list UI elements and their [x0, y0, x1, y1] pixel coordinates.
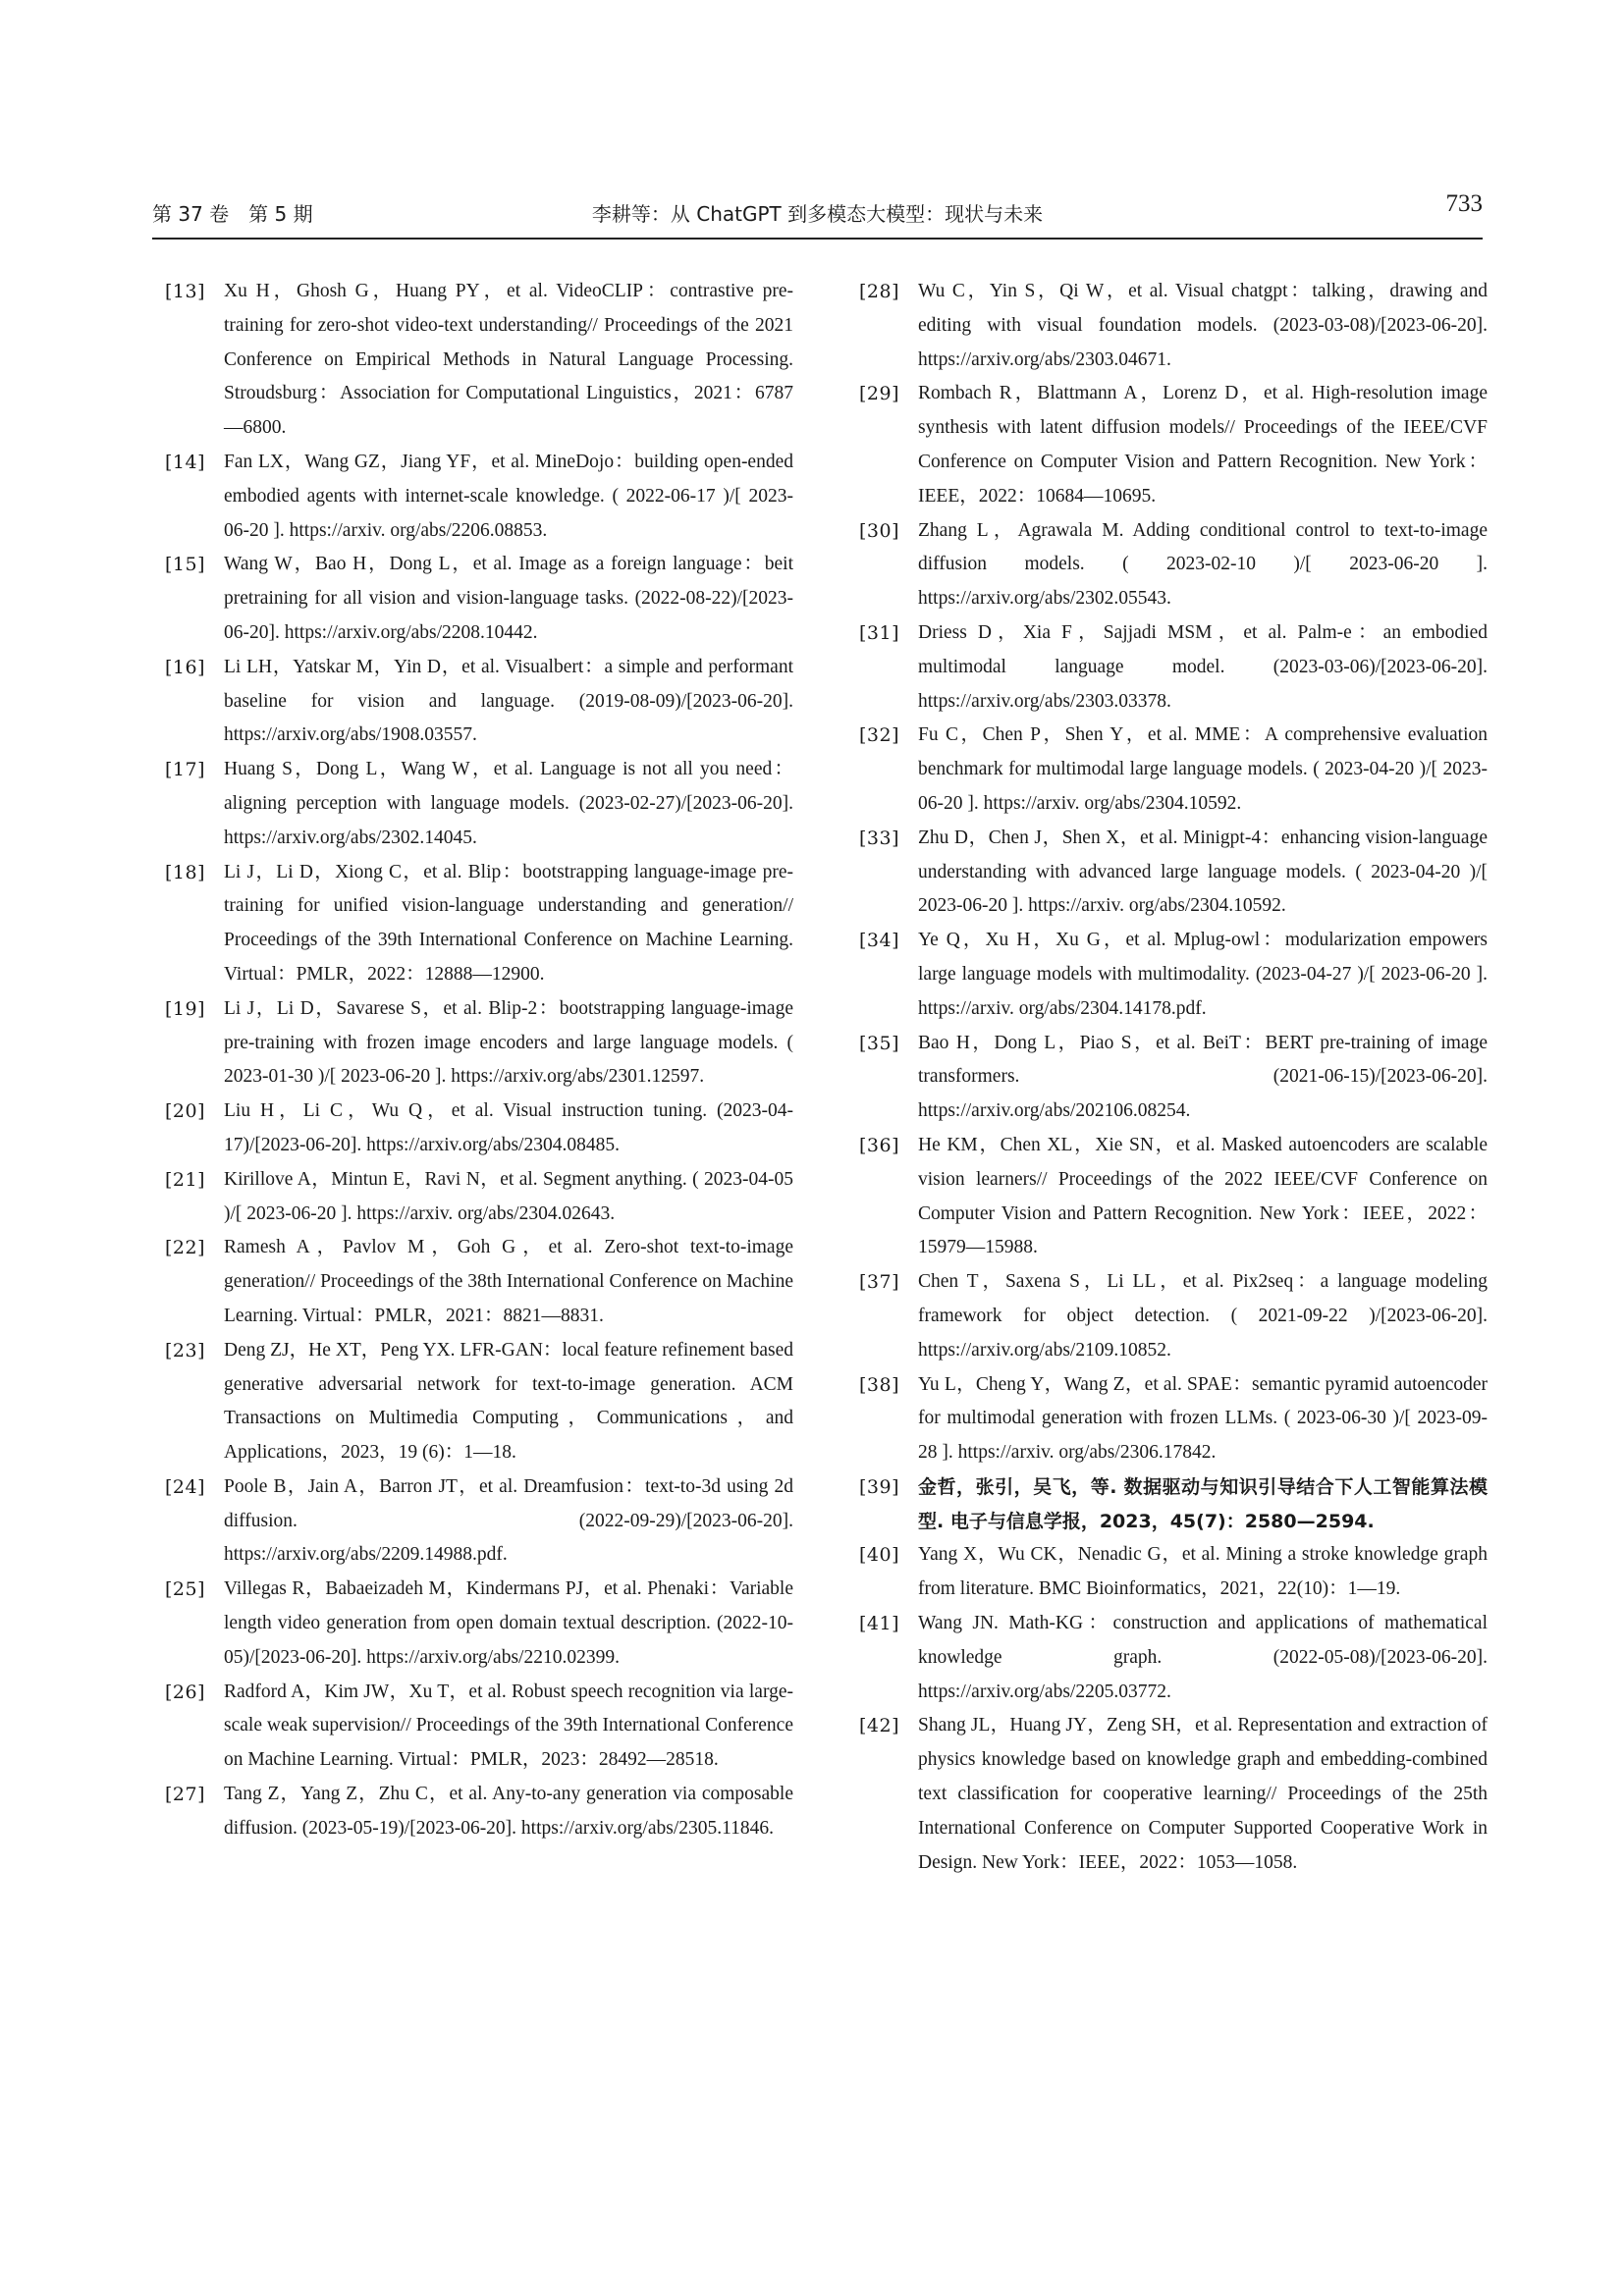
reference-entry — [165, 1778, 793, 1846]
reference-entry — [859, 1470, 1488, 1539]
reference-number: [33] — [859, 827, 900, 849]
running-header — [152, 192, 1483, 240]
reference-text: Deng ZJ，He XT，Peng YX. LFR-GAN：local feature refinement based generative adversarial network for text-to-image generation. ACM Transactions on Multimedia Computing，Communications，and Applications，2023，19 (6)：1—18. — [224, 1339, 793, 1464]
references-right-column — [859, 275, 1488, 1880]
reference-entry — [859, 822, 1488, 924]
reference-text: Zhu D，Chen J，Shen X，et al. Minigpt-4：enhancing vision-language understanding with advanced large language models. ( 2023-04-20 )/[ 2023-06-20 ]. https://arxiv. org/abs/2304.10592. — [918, 827, 1488, 917]
reference-text: Wu C，Yin S，Qi W，et al. Visual chatgpt：talking，drawing and editing with visual foundation models. (2023-03-08)/[2023-06-20]. https://arxiv.org/abs/2303.04671. — [918, 281, 1488, 370]
reference-number: [36] — [859, 1134, 900, 1156]
reference-number: [28] — [859, 281, 900, 302]
reference-entry — [165, 1573, 793, 1675]
reference-entry — [859, 1368, 1488, 1470]
reference-entry — [165, 548, 793, 650]
reference-number: [16] — [165, 656, 206, 678]
reference-text: Tang Z，Yang Z，Zhu C，et al. Any-to-any generation via composable diffusion. (2023-05-19)/[2023-06-20]. https://arxiv.org/abs/2305.11846. — [224, 1784, 793, 1839]
reference-entry — [859, 1265, 1488, 1367]
reference-text: Zhang L，Agrawala M. Adding conditional control to text-to-image diffusion models. ( 2023-02-10 )/[ 2023-06-20 ]. https://arxiv.org/abs/2302.05543. — [918, 519, 1488, 610]
reference-text: 金哲，张引，吴飞，等. 数据驱动与知识引导结合下人工智能算法模型. 电子与信息学报，2023，45(7)：2580—2594. — [918, 1475, 1488, 1532]
reference-text: Driess D，Xia F，Sajjadi MSM，et al. Palm-e：an embodied multimodal language model. (2023-03-06)/[2023-06-20]. https://arxiv.org/abs/2303.03378. — [918, 621, 1488, 712]
reference-number: [35] — [859, 1032, 900, 1054]
reference-entry — [859, 514, 1488, 616]
reference-entry — [859, 719, 1488, 821]
reference-text: Bao H，Dong L，Piao S，et al. BeiT：BERT pre-training of image transformers. (2021-06-15)/[2023-06-20]. https://arxiv.org/abs/202106.08254. — [918, 1032, 1488, 1122]
reference-entry — [165, 992, 793, 1095]
reference-entry — [165, 446, 793, 548]
reference-number: [41] — [859, 1613, 900, 1635]
reference-entry — [165, 753, 793, 855]
reference-text: Shang JL，Huang JY，Zeng SH，et al. Representation and extraction of physics knowledge based on knowledge graph and embedding-combined text classification for cooperative learning// Proceedings of the 25th International Conference on Computer Supported Cooperative Work in Design. New York：IEEE，2022：1053—1058. — [918, 1715, 1488, 1873]
reference-text: Poole B，Jain A，Barron JT，et al. Dreamfusion：text-to-3d using 2d diffusion. (2022-09-29)/[2023-06-20]. https://arxiv.org/abs/2209.14988.pdf. — [224, 1475, 793, 1566]
reference-number: [23] — [165, 1339, 206, 1362]
reference-text: Liu H，Li C，Wu Q，et al. Visual instruction tuning. (2023-04-17)/[2023-06-20]. https://arxiv.org/abs/2304.08485. — [224, 1100, 793, 1155]
reference-text: Yu L，Cheng Y，Wang Z，et al. SPAE：semantic pyramid autoencoder for multimodal generation with frozen LLMs. ( 2023-06-30 )/[ 2023-09-28 ]. https://arxiv. org/abs/2306.17842. — [918, 1373, 1488, 1464]
reference-text: Li J，Li D，Xiong C，et al. Blip：bootstrapping language-image pre-training for unified vision-language understanding and generation// Proceedings of the 39th International Conference on Machine Learning. Virtual：PMLR，2022：12888—12900. — [224, 861, 793, 985]
volume-issue: 第 37 卷 第 5 期 — [152, 202, 313, 226]
reference-entry — [859, 1129, 1488, 1265]
reference-number: [27] — [165, 1784, 206, 1806]
reference-number: [21] — [165, 1168, 206, 1191]
reference-number: [42] — [859, 1715, 900, 1737]
reference-text: Fan LX，Wang GZ，Jiang YF，et al. MineDojo：building open-ended embodied agents with internet-scale knowledge. ( 2022-06-17 )/[ 2023-06-20 ]. https://arxiv. org/abs/2206.08853. — [224, 451, 793, 541]
reference-entry — [165, 1231, 793, 1333]
reference-number: [34] — [859, 930, 900, 952]
reference-number: [39] — [859, 1475, 900, 1498]
reference-number: [32] — [859, 724, 900, 747]
reference-text: Huang S，Dong L，Wang W，et al. Language is not all you need：aligning perception with language models. (2023-02-27)/[2023-06-20]. https://arxiv.org/abs/2302.14045. — [224, 759, 793, 848]
reference-number: [25] — [165, 1578, 206, 1601]
running-title: 李耕等：从 ChatGPT 到多模态大模型：现状与未来 — [591, 202, 1044, 226]
reference-entry — [859, 616, 1488, 719]
references-left-column — [165, 275, 793, 1846]
reference-entry — [859, 1027, 1488, 1129]
reference-entry — [165, 651, 793, 753]
reference-number: [13] — [165, 281, 206, 302]
reference-entry — [165, 1334, 793, 1470]
reference-text: Fu C，Chen P，Shen Y，et al. MME：A comprehensive evaluation benchmark for multimodal large language models. ( 2023-04-20 )/[ 2023-06-20 ]. https://arxiv. org/abs/2304.10592. — [918, 724, 1488, 814]
reference-entry — [859, 275, 1488, 377]
reference-number: [15] — [165, 554, 206, 576]
reference-entry — [859, 1607, 1488, 1709]
reference-text: Li LH，Yatskar M，Yin D，et al. Visualbert：a simple and performant baseline for vision and language. (2019-08-09)/[2023-06-20]. https://arxiv.org/abs/1908.03557. — [224, 656, 793, 746]
reference-number: [20] — [165, 1100, 206, 1123]
reference-entry — [165, 856, 793, 992]
reference-text: He KM，Chen XL，Xie SN，et al. Masked autoencoders are scalable vision learners// Proceedings of the 2022 IEEE/CVF Conference on Computer Vision and Pattern Recognition. New York：IEEE，2022：15979—15988. — [918, 1134, 1488, 1258]
reference-entry — [859, 924, 1488, 1026]
reference-number: [38] — [859, 1373, 900, 1396]
reference-number: [22] — [165, 1237, 206, 1259]
reference-entry — [859, 377, 1488, 513]
reference-number: [19] — [165, 997, 206, 1020]
reference-number: [29] — [859, 383, 900, 405]
page-number: 733 — [1445, 190, 1483, 217]
reference-entry — [165, 1163, 793, 1232]
reference-entry — [859, 1709, 1488, 1880]
reference-text: Rombach R，Blattmann A，Lorenz D，et al. High-resolution image synthesis with latent diffusion models// Proceedings of the IEEE/CVF Conference on Computer Vision and Pattern Recognition. New York：IEEE，2022：10684—10695. — [918, 383, 1488, 507]
reference-entry — [165, 275, 793, 446]
reference-text: Ramesh A，Pavlov M，Goh G，et al. Zero-shot text-to-image generation// Proceedings of the 38th International Conference on Machine Learning. Virtual：PMLR，2021：8821—8831. — [224, 1237, 793, 1326]
reference-number: [37] — [859, 1271, 900, 1294]
reference-number: [26] — [165, 1681, 206, 1703]
reference-number: [14] — [165, 451, 206, 473]
reference-text: Ye Q，Xu H，Xu G，et al. Mplug-owl：modularization empowers large language models with multimodality. (2023-04-27 )/[ 2023-06-20 ]. https://arxiv. org/abs/2304.14178.pdf. — [918, 930, 1488, 1019]
reference-text: Radford A，Kim JW，Xu T，et al. Robust speech recognition via large-scale weak supervision// Proceedings of the 39th International Conference on Machine Learning. Virtual：PMLR，2023：28492—28518. — [224, 1681, 793, 1771]
reference-text: Wang JN. Math-KG：construction and applications of mathematical knowledge graph. (2022-05-08)/[2023-06-20]. https://arxiv.org/abs/2205.03772. — [918, 1613, 1488, 1702]
reference-text: Kirillove A，Mintun E，Ravi N，et al. Segment anything. ( 2023-04-05 )/[ 2023-06-20 ]. https://arxiv. org/abs/2304.02643. — [224, 1168, 793, 1224]
reference-text: Yang X，Wu CK，Nenadic G，et al. Mining a stroke knowledge graph from literature. BMC Bioinformatics，2021，22(10)：1—19. — [918, 1544, 1488, 1600]
reference-text: Villegas R，Babaeizadeh M，Kindermans PJ，et al. Phenaki：Variable length video generation from open domain textual description. (2022-10-05)/[2023-06-20]. https://arxiv.org/abs/2210.02399. — [224, 1578, 793, 1668]
reference-number: [30] — [859, 519, 900, 542]
reference-entry — [165, 1470, 793, 1573]
reference-number: [17] — [165, 759, 206, 781]
reference-text: Li J，Li D，Savarese S，et al. Blip-2：bootstrapping language-image pre-training with frozen image encoders and large language models. ( 2023-01-30 )/[ 2023-06-20 ]. https://arxiv.org/abs/2301.12597. — [224, 997, 793, 1088]
reference-number: [24] — [165, 1475, 206, 1498]
reference-text: Xu H，Ghosh G，Huang PY，et al. VideoCLIP：contrastive pre-training for zero-shot video-text understanding// Proceedings of the 2021 Conference on Empirical Methods in Natural Language Processing. Stroudsburg：Association for Computational Linguistics，2021：6787—6800. — [224, 281, 793, 439]
reference-number: [40] — [859, 1544, 900, 1567]
reference-number: [18] — [165, 861, 206, 883]
reference-text: Chen T，Saxena S，Li LL，et al. Pix2seq：a language modeling framework for object detection. ( 2021-09-22 )/[2023-06-20]. https://arxiv.org/abs/2109.10852. — [918, 1271, 1488, 1361]
reference-entry — [165, 1676, 793, 1778]
reference-number: [31] — [859, 621, 900, 644]
reference-text: Wang W，Bao H，Dong L，et al. Image as a foreign language：beit pretraining for all vision and vision-language tasks. (2022-08-22)/[2023-06-20]. https://arxiv.org/abs/2208.10442. — [224, 554, 793, 643]
reference-entry — [859, 1538, 1488, 1607]
reference-entry — [165, 1095, 793, 1163]
